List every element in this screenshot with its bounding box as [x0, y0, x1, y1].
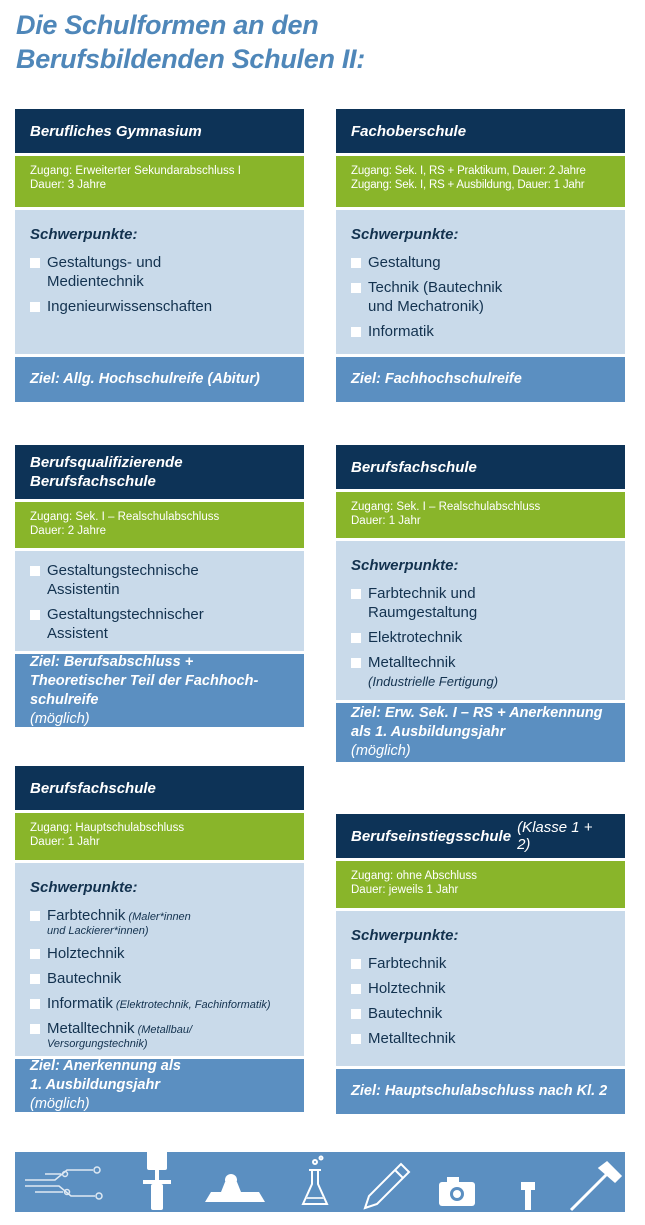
access-box [15, 502, 304, 548]
goal-suffix: (möglich) [30, 1096, 90, 1112]
access-line: Zugang: Sek. I, RS + Ausbildung, Dauer: 1 Jahr [351, 179, 585, 191]
card-header: Berufliches Gymnasium [15, 109, 304, 153]
focus-box [336, 541, 625, 700]
access-line: Dauer: 1 Jahr [351, 515, 421, 527]
list-item [30, 969, 289, 988]
list-item-text: Raumgestaltung [368, 604, 478, 621]
circuit-icon [25, 1167, 102, 1199]
access-box [15, 156, 304, 207]
access-box [15, 813, 304, 860]
list-item-note: (Maler*innen [125, 911, 191, 923]
goal-line: Ziel: Erw. Sek. I – RS + Anerkennung [351, 705, 603, 721]
card-header-extra: (Klasse 1 + 2) [517, 819, 593, 853]
goal-box [336, 1069, 625, 1114]
list-item-text: Farbtechnik [47, 907, 126, 924]
list-item [30, 253, 289, 291]
access-box [336, 156, 625, 207]
goal-box [15, 1059, 304, 1112]
list-item-text: Assistent [47, 625, 108, 642]
list-item-text: Informatik [368, 323, 434, 340]
goal-line: Ziel: Hauptschulabschluss nach Kl. 2 [351, 1083, 608, 1099]
list-item [351, 322, 610, 341]
card-berufliches-gymnasium [15, 109, 304, 402]
focus-box [15, 210, 304, 354]
access-line: Zugang: Sek. I, RS + Praktikum, Dauer: 2 Jahre [351, 165, 586, 177]
access-line: Zugang: Erweiterter Sekundarabschluss I [30, 165, 241, 177]
list-item-text: Bautechnik [368, 1005, 443, 1022]
list-item [30, 994, 289, 1013]
list-item-text: Metalltechnik [368, 1030, 456, 1047]
list-item [351, 253, 610, 272]
goal-box [336, 357, 625, 402]
focus-box [336, 210, 625, 354]
list-item-text: Informatik [47, 995, 113, 1012]
list-item [30, 561, 289, 599]
goal-line-text: 1. Ausbildungsjahr [30, 1077, 160, 1093]
list-item-text: Gestaltungstechnische [47, 562, 199, 579]
list-item-note: (Industrielle Fertigung) [368, 674, 499, 689]
list-item-text: Holztechnik [368, 980, 446, 997]
list-item-text: Metalltechnik [368, 654, 456, 671]
focus-label: Schwerpunkte: [351, 557, 459, 574]
list-item [30, 944, 289, 963]
goal-line: Ziel: Berufsabschluss + [30, 653, 194, 670]
hammer-icon [571, 1162, 621, 1210]
focus-box [15, 863, 304, 1056]
focus-label: Schwerpunkte: [30, 879, 138, 896]
goal-suffix: (möglich) [351, 743, 411, 759]
list-item-text: Gestaltung [368, 254, 441, 271]
card-berufsfachschule-realschule [336, 445, 625, 762]
focus-label: Schwerpunkte: [30, 226, 138, 243]
list-item-text: Holztechnik [47, 945, 125, 962]
list-item [351, 1029, 610, 1048]
goal-suffix: (möglich) [30, 710, 90, 727]
list-item-text: Elektrotechnik [368, 629, 463, 646]
access-line: Dauer: 1 Jahr [30, 836, 100, 848]
list-item-text: Bautechnik [47, 970, 122, 987]
list-item-note: (Metallbau/ [134, 1024, 193, 1036]
card-header-title: Berufseinstiegsschule [351, 827, 512, 845]
goal-line: Ziel: Anerkennung als [30, 1058, 181, 1074]
access-line: Dauer: jeweils 1 Jahr [351, 884, 459, 896]
page-title [16, 8, 616, 76]
card-header [15, 445, 304, 499]
bolt-icon [521, 1182, 535, 1210]
list-item [351, 653, 610, 691]
focus-label: Schwerpunkte: [351, 226, 459, 243]
list-item [351, 278, 610, 316]
list-item [30, 1019, 289, 1051]
list-item [351, 979, 610, 998]
goal-line [30, 691, 289, 729]
page-title-line-1: Die Schulformen an den [16, 10, 319, 40]
list-item-note: Versorgungstechnik) [47, 1038, 148, 1050]
camera-icon [439, 1177, 475, 1206]
focus-label: Schwerpunkte: [351, 927, 459, 944]
list-item-text: und Mechatronik) [368, 298, 484, 315]
goal-line: Theoretischer Teil der Fachhoch- [30, 672, 259, 689]
access-line: Zugang: Sek. I – Realschulabschluss [30, 511, 220, 523]
access-line: Zugang: Sek. I – Realschulabschluss [351, 501, 541, 513]
card-berufseinstiegsschule [336, 814, 625, 1114]
paint-roller-icon [143, 1152, 171, 1210]
list-item-text: Medientechnik [47, 273, 144, 290]
plane-tool-icon [205, 1174, 265, 1202]
access-line: Zugang: ohne Abschluss [351, 870, 477, 882]
card-header: Fachoberschule [336, 109, 625, 153]
goal-line [351, 723, 610, 761]
flask-icon [303, 1157, 327, 1205]
card-berufsqualifizierende-berufsfachschule [15, 445, 304, 727]
card-berufsfachschule-hauptschule [15, 766, 304, 1112]
access-box [336, 861, 625, 908]
goal-box [15, 654, 304, 727]
list-item-text: Ingenieurwissenschaften [47, 298, 213, 315]
list-item-text: Gestaltungstechnischer [47, 606, 204, 623]
list-item [30, 297, 289, 316]
card-header: Berufsfachschule [15, 766, 304, 810]
card-header [336, 814, 625, 858]
card-fachoberschule [336, 109, 625, 402]
access-line: Dauer: 3 Jahre [30, 179, 107, 191]
list-item [351, 584, 610, 622]
list-item [30, 605, 289, 643]
list-item [351, 628, 610, 647]
goal-line: Ziel: Fachhochschulreife [351, 371, 522, 387]
goal-box [15, 357, 304, 402]
list-item-note: und Lackierer*innen) [47, 925, 149, 937]
list-item-text: Farbtechnik [368, 955, 447, 972]
goal-box [336, 703, 625, 762]
list-item-text: Technik (Bautechnik [368, 279, 503, 296]
goal-line: Ziel: Allg. Hochschulreife (Abitur) [30, 371, 260, 387]
list-item-text: Assistentin [47, 581, 120, 598]
footer-icon-band [15, 1152, 625, 1212]
list-item [351, 1004, 610, 1023]
goal-line-text: als 1. Ausbildungsjahr [351, 724, 506, 740]
card-header-line: Berufsfachschule [30, 473, 156, 490]
pencil-icon [365, 1164, 409, 1208]
access-line: Dauer: 2 Jahre [30, 525, 107, 537]
list-item [30, 906, 289, 938]
focus-box [336, 911, 625, 1066]
card-header-line: Berufsqualifizierende [30, 454, 183, 471]
list-item-note: (Elektrotechnik, Fachinformatik) [112, 999, 271, 1011]
list-item [351, 954, 610, 973]
list-item-text: Gestaltungs- und [47, 254, 162, 271]
access-box [336, 492, 625, 538]
access-line: Zugang: Hauptschulabschluss [30, 822, 185, 834]
footer-icons [15, 1152, 625, 1212]
list-item-text: Farbtechnik und [368, 585, 476, 602]
page-title-line-2: Berufsbildenden Schulen II: [16, 44, 365, 74]
list-item-text: Metalltechnik [47, 1020, 135, 1037]
focus-box [15, 551, 304, 651]
card-header: Berufsfachschule [336, 445, 625, 489]
goal-line-text: schulreife [30, 691, 99, 708]
goal-line [30, 1076, 289, 1114]
